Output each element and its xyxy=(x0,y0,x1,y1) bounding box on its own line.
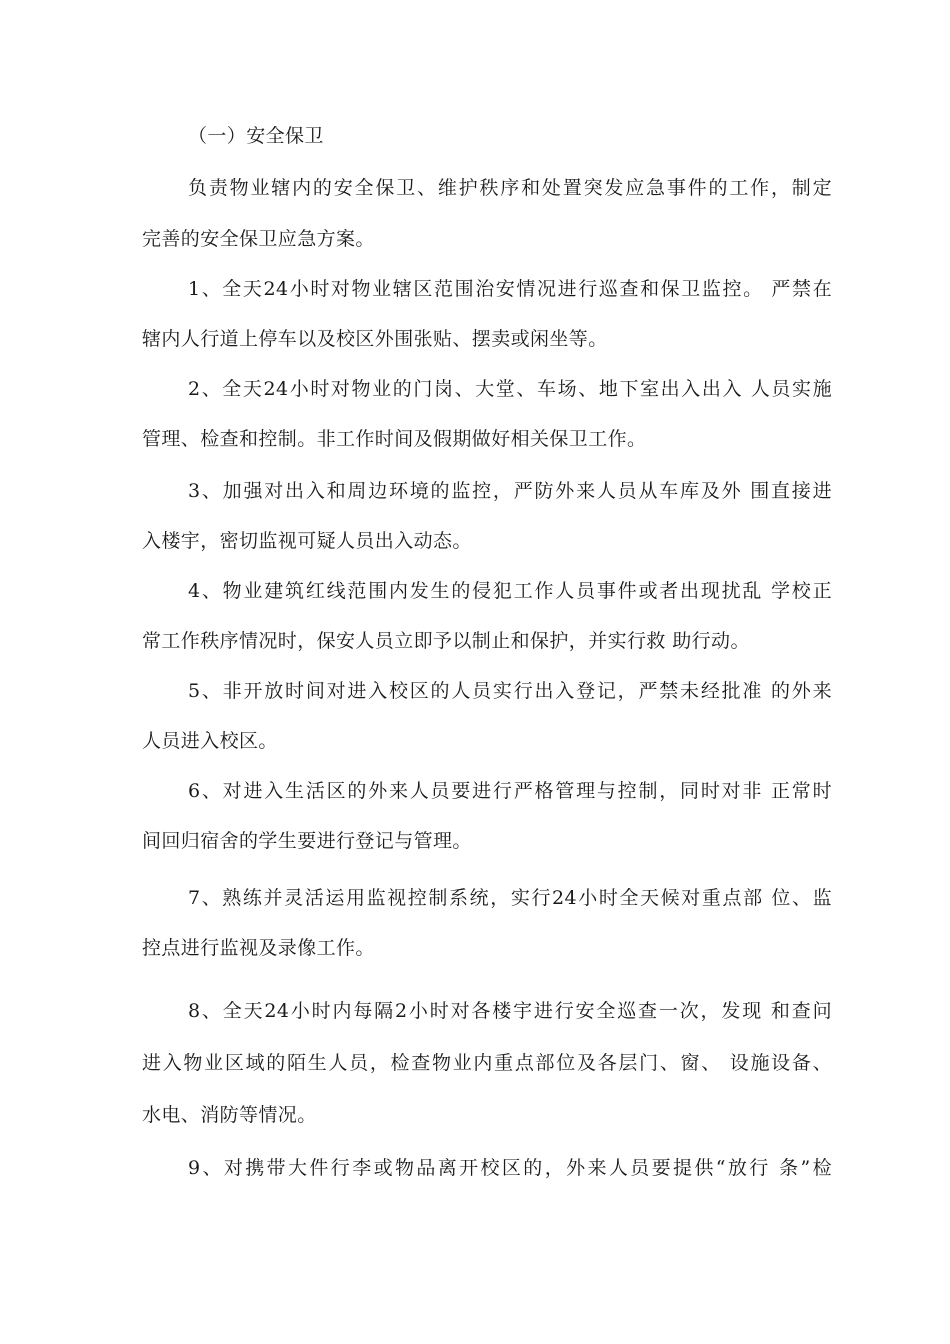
item-7-line-2: 控点进行监视及录像工作。 xyxy=(142,937,375,959)
item-8-line-2: 进入物业区域的陌生人员，检查物业内重点部位及各层门、窗、 设施设备、 xyxy=(142,1052,832,1074)
item-7-line-1: 7、熟练并灵活运用监视控制系统，实行24小时全天候对重点部 位、监 xyxy=(188,887,832,909)
item-2-line-1: 2、全天24小时对物业的门岗、大堂、车场、地下室出入出入 人员实施 xyxy=(188,378,832,400)
item-4-line-2: 常工作秩序情况时，保安人员立即予以制止和保护，并实行救 助行动。 xyxy=(142,630,750,652)
item-8-line-3: 水电、消防等情况。 xyxy=(142,1104,317,1126)
item-1-line-2: 辖内人行道上停车以及校区外围张贴、摆卖或闲坐等。 xyxy=(142,328,608,350)
paragraph-intro-line-1: 负责物业辖内的安全保卫、维护秩序和处置突发应急事件的工作，制定 xyxy=(188,177,832,199)
paragraph-intro-line-2: 完善的安全保卫应急方案。 xyxy=(142,228,375,250)
item-3-line-1: 3、加强对出入和周边环境的监控，严防外来人员从车库及外 围直接进 xyxy=(188,480,832,502)
item-8-line-1: 8、全天24小时内每隔2小时对各楼宇进行安全巡查一次，发现 和查问 xyxy=(188,1000,832,1022)
item-5-line-2: 人员进入校区。 xyxy=(142,730,278,752)
item-9-line-1: 9、对携带大件行李或物品离开校区的，外来人员要提供“放行 条”检 xyxy=(188,1157,832,1179)
item-2-line-2: 管理、检查和控制。非工作时间及假期做好相关保卫工作。 xyxy=(142,428,647,450)
item-3-line-2: 入楼宇，密切监视可疑人员出入动态。 xyxy=(142,530,472,552)
section-title: （一）安全保卫 xyxy=(188,125,324,147)
item-4-line-1: 4、物业建筑红线范围内发生的侵犯工作人员事件或者出现扰乱 学校正 xyxy=(188,580,832,602)
item-5-line-1: 5、非开放时间对进入校区的人员实行出入登记，严禁未经批准 的外来 xyxy=(188,680,832,702)
item-6-line-2: 间回归宿舍的学生要进行登记与管理。 xyxy=(142,830,472,852)
item-1-line-1: 1、全天24小时对物业辖区范围治安情况进行巡查和保卫监控。 严禁在 xyxy=(188,278,832,300)
item-6-line-1: 6、对进入生活区的外来人员要进行严格管理与控制，同时对非 正常时 xyxy=(188,780,832,802)
